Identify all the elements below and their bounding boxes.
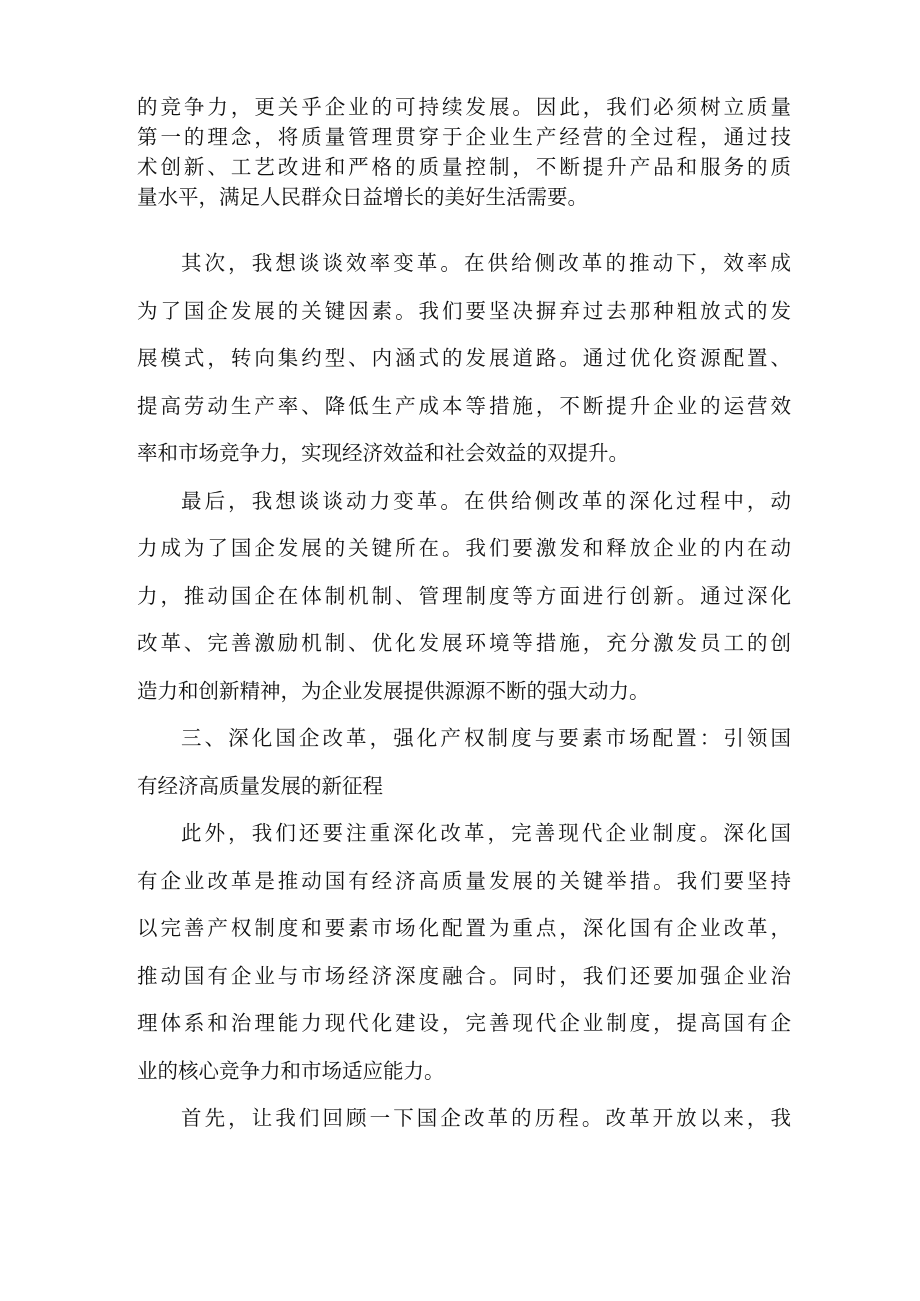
text-line: 力成为了国企发展的关键所在。我们要激发和释放企业的内在动	[137, 536, 791, 560]
document-body	[137, 92, 791, 1143]
text-line: 业的核心竞争力和市场适应能力。	[137, 1058, 445, 1083]
text-line: 首先，让我们回顾一下国企改革的历程。改革开放以来，我	[181, 1106, 791, 1130]
heading-line: 有经济高质量发展的新征程	[137, 773, 383, 798]
text-line: 率和市场竞争力，实现经济效益和社会效益的双提升。	[137, 441, 629, 465]
paragraph-deepen-reform	[137, 810, 791, 1095]
text-line: 量水平，满足人民群众日益增长的美好生活需要。	[137, 185, 588, 209]
text-line: 造力和创新精神，为企业发展提供源源不断的强大动力。	[137, 678, 650, 703]
text-line: 推动国有企业与市场经济深度融合。同时，我们还要加强企业治	[137, 963, 791, 988]
text-line: 展模式，转向集约型、内涵式的发展道路。通过优化资源配置、	[137, 346, 791, 370]
text-line: 其次，我想谈谈效率变革。在供给侧改革的推动下，效率成	[181, 251, 791, 275]
paragraph-momentum-reform	[137, 478, 791, 716]
paragraph-quality-continuation	[137, 92, 791, 212]
text-line: 有企业改革是推动国有经济高质量发展的关键举措。我们要坚持	[137, 868, 791, 893]
text-line: 术创新、工艺改进和严格的质量控制，不断提升产品和服务的质	[137, 155, 791, 179]
paragraph-reform-history	[137, 1095, 791, 1143]
text-line: 以完善产权制度和要素市场化配置为重点，深化国有企业改革，	[137, 916, 791, 940]
text-line: 理体系和治理能力现代化建设，完善现代企业制度，提高国有企	[137, 1011, 791, 1035]
text-line: 力，推动国企在体制机制、管理制度等方面进行创新。通过深化	[137, 583, 791, 608]
text-line: 第一的理念，将质量管理贯穿于企业生产经营的全过程，通过技	[137, 125, 791, 149]
section-heading-3	[137, 715, 791, 810]
text-line: 提高劳动生产率、降低生产成本等措施，不断提升企业的运营效	[137, 393, 791, 418]
text-line: 的竞争力，更关乎企业的可持续发展。因此，我们必须树立质量	[137, 95, 791, 119]
text-line: 改革、完善激励机制、优化发展环境等措施，充分激发员工的创	[137, 631, 791, 655]
text-line: 为了国企发展的关键因素。我们要坚决摒弃过去那种粗放式的发	[137, 298, 791, 323]
heading-line: 三、深化国企改革，强化产权制度与要素市场配置：引领国	[181, 726, 791, 750]
paragraph-efficiency-reform	[137, 240, 791, 478]
text-line: 此外，我们还要注重深化改革，完善现代企业制度。深化国	[181, 821, 791, 845]
text-line: 最后，我想谈谈动力变革。在供给侧改革的深化过程中，动	[181, 488, 791, 513]
